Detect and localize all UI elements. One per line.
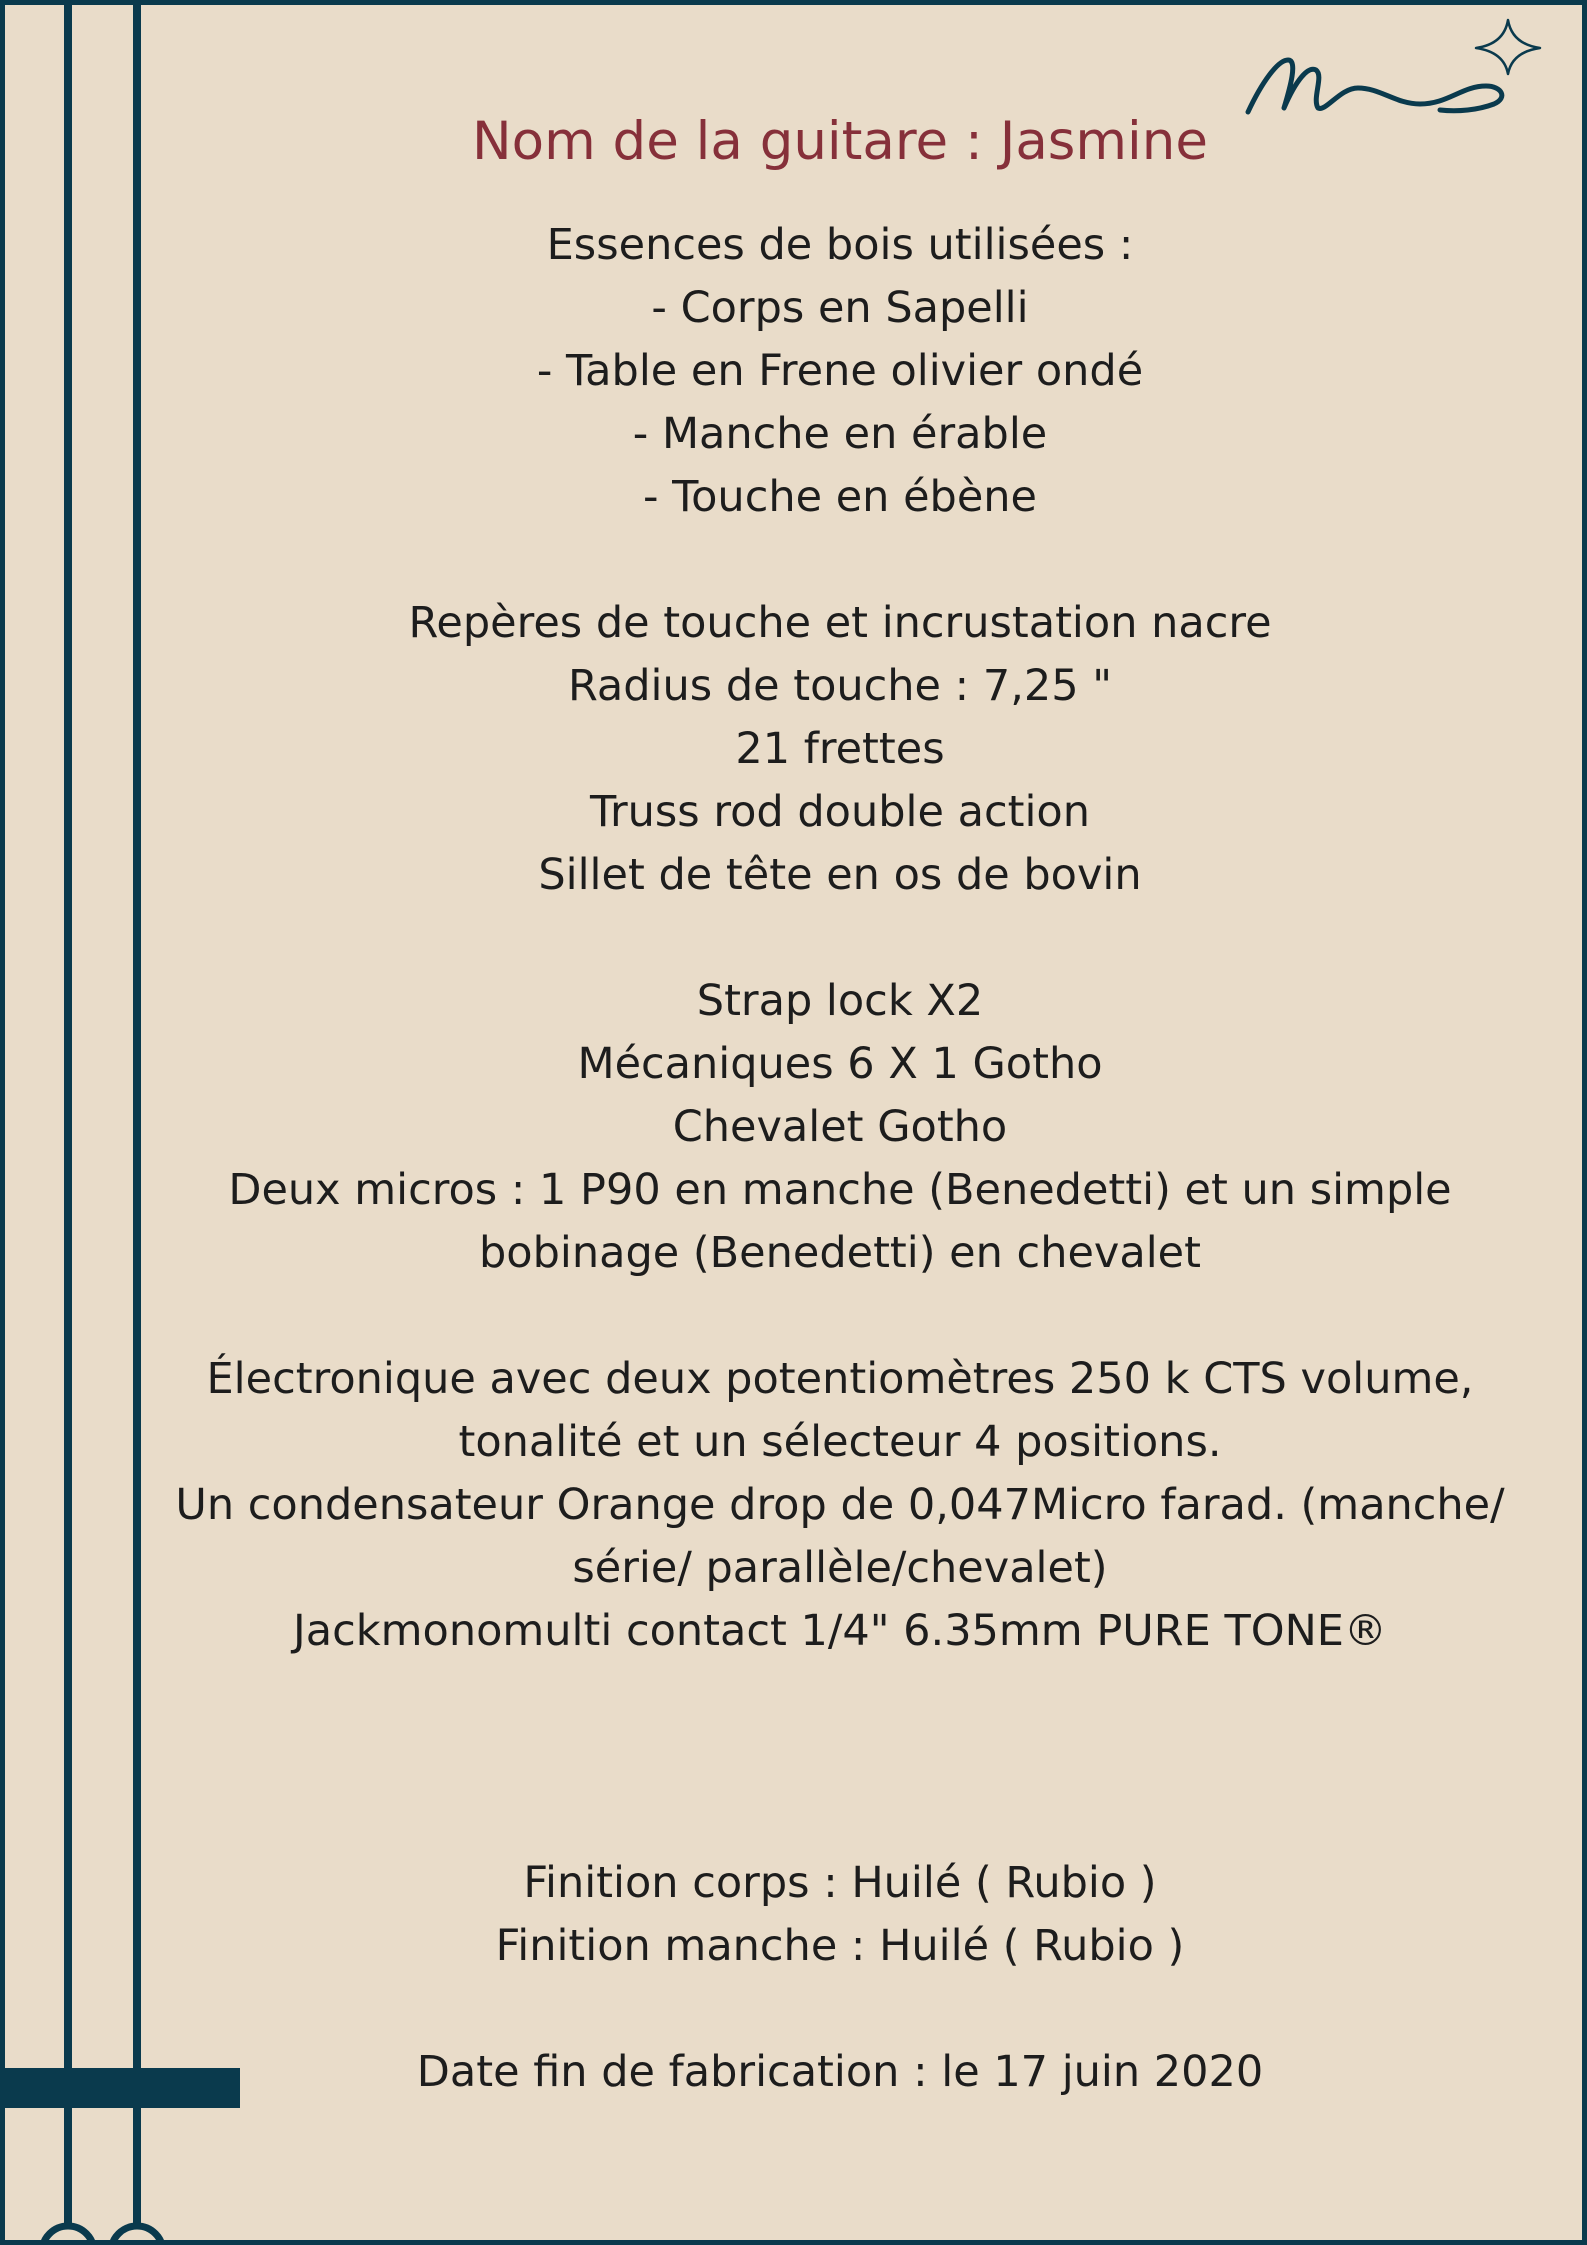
wood-section	[140, 214, 1540, 529]
hardware-spec-line: Mécaniques 6 X 1 Gotho	[577, 1039, 1103, 1089]
neck-spec-line: Truss rod double action	[590, 787, 1090, 837]
sparkle-star-icon	[1476, 20, 1540, 74]
hardware-spec-line: Deux micros : 1 P90 en manche (Benedetti) et un simple	[228, 1165, 1452, 1215]
spacer	[140, 1663, 1540, 1852]
ring-right	[111, 2226, 163, 2245]
wood-item: - Touche en ébène	[642, 472, 1037, 522]
neck-spec-line: Sillet de tête en os de bovin	[538, 850, 1142, 900]
electronics-section	[140, 1348, 1540, 1663]
neck-section	[140, 592, 1540, 907]
date-section	[140, 2041, 1540, 2104]
signature-logo	[1248, 60, 1502, 112]
finish-section	[140, 1852, 1540, 1978]
wood-heading: Essences de bois utilisées :	[546, 220, 1134, 270]
page-title: Nom de la guitare : Jasmine	[472, 111, 1208, 172]
finish-spec-line: Finition corps : Huilé ( Rubio )	[523, 1858, 1157, 1908]
hardware-spec-line: Strap lock X2	[696, 976, 984, 1026]
wood-item: - Corps en Sapelli	[651, 283, 1029, 333]
wood-item: - Table en Frene olivier ondé	[536, 346, 1144, 396]
neck-spec-line: 21 frettes	[735, 724, 945, 774]
electronics-spec-line: série/ parallèle/chevalet)	[572, 1543, 1108, 1593]
spec-sheet	[140, 108, 1540, 2104]
electronics-spec-line: tonalité et un sélecteur 4 positions.	[458, 1417, 1222, 1467]
hardware-spec-line: Chevalet Gotho	[672, 1102, 1008, 1152]
electronics-spec-line: Électronique avec deux potentiomètres 250 k CTS volume,	[206, 1354, 1474, 1404]
hardware-spec-line: bobinage (Benedetti) en chevalet	[479, 1228, 1201, 1278]
completion-date: Date fin de fabrication : le 17 juin 2020	[416, 2047, 1264, 2097]
wood-item: - Manche en érable	[632, 409, 1048, 459]
neck-spec-line: Repères de touche et incrustation nacre	[408, 598, 1272, 648]
ring-left	[42, 2226, 94, 2245]
spacer	[140, 529, 1540, 592]
finish-spec-line: Finition manche : Huilé ( Rubio )	[495, 1921, 1185, 1971]
neck-spec-line: Radius de touche : 7,25 "	[567, 661, 1113, 711]
electronics-spec-line: Un condensateur Orange drop de 0,047Micro farad. (manche/	[175, 1480, 1505, 1530]
spacer	[140, 1285, 1540, 1348]
electronics-spec-line: Jackmonomulti contact 1/4" 6.35mm PURE TONE®	[293, 1606, 1387, 1656]
hardware-section	[140, 970, 1540, 1285]
spacer	[140, 907, 1540, 970]
spacer	[140, 1978, 1540, 2041]
